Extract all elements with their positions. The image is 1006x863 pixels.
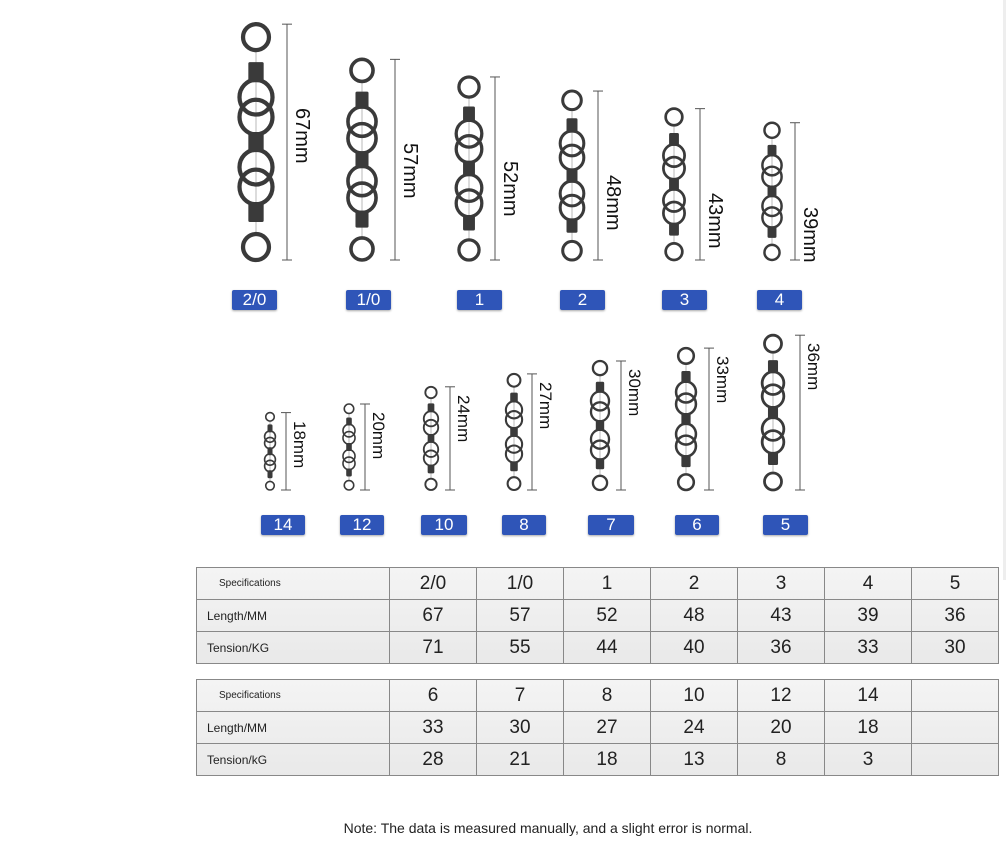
length-cell: 27 <box>564 712 651 744</box>
length-row-label: Length/MM <box>197 712 390 744</box>
size-badge: 7 <box>588 515 634 535</box>
swivel-7 <box>591 361 609 490</box>
size-badge: 10 <box>421 515 467 535</box>
swivel-eye <box>459 77 479 97</box>
spec-cell: 2 <box>651 568 738 600</box>
size-badge: 12 <box>340 515 384 535</box>
swivel-eye <box>508 477 521 490</box>
swivel-3 <box>663 109 684 260</box>
length-label: 36mm <box>804 343 823 391</box>
length-label: 48mm <box>602 175 624 231</box>
spec-cell: 3 <box>738 568 825 600</box>
swivel-14 <box>265 413 276 490</box>
length-label: 39mm <box>799 206 821 263</box>
size-badge: 3 <box>662 290 707 310</box>
swivel-eye <box>593 476 607 490</box>
swivel-12 <box>343 404 355 490</box>
swivel-eye <box>563 241 582 260</box>
length-label: 67mm <box>291 108 313 164</box>
tension-row <box>197 632 999 664</box>
size-badge: 14 <box>261 515 305 535</box>
size-badge: 4 <box>757 290 802 310</box>
size-badge: 8 <box>502 515 546 535</box>
spec-cell: 1/0 <box>477 568 564 600</box>
length-cell: 67 <box>390 600 477 632</box>
tension-cell: 40 <box>651 632 738 664</box>
swivel-eye <box>764 245 779 260</box>
size-badge: 2 <box>560 290 605 310</box>
length-label: 52mm <box>499 160 521 217</box>
swivel-eye <box>243 24 269 50</box>
swivel-eye <box>344 481 353 490</box>
swivel-eye <box>678 474 694 490</box>
swivel-1 <box>456 77 482 260</box>
length-row <box>197 600 999 632</box>
spec-row-label: Specifications <box>197 680 390 712</box>
spec-cell: 6 <box>390 680 477 712</box>
length-label: 57mm <box>399 143 421 199</box>
size-badge: 6 <box>675 515 719 535</box>
length-cell: 52 <box>564 600 651 632</box>
spec-row-label: Specifications <box>197 568 390 600</box>
length-cell: 48 <box>651 600 738 632</box>
swivel-eye <box>563 91 582 110</box>
swivel-4 <box>762 123 781 260</box>
spec-cell <box>912 680 999 712</box>
swivel-eye <box>666 109 683 126</box>
swivel-2 <box>560 91 584 260</box>
tension-cell: 18 <box>564 744 651 776</box>
length-cell: 30 <box>477 712 564 744</box>
length-label: 43mm <box>704 192 726 249</box>
spec-row <box>197 680 999 712</box>
length-cell: 57 <box>477 600 564 632</box>
length-label: 33mm <box>713 356 732 404</box>
tension-cell: 21 <box>477 744 564 776</box>
tension-row-label: Tension/kG <box>197 744 390 776</box>
size-badge: 2/0 <box>232 290 277 310</box>
length-cell: 20 <box>738 712 825 744</box>
swivel-eye <box>593 361 607 375</box>
spec-cell: 14 <box>825 680 912 712</box>
swivel-eye <box>266 481 275 490</box>
length-cell: 24 <box>651 712 738 744</box>
size-badge: 1 <box>457 290 502 310</box>
swivel-eye <box>425 387 436 398</box>
length-label: 24mm <box>454 394 473 443</box>
spec-cell: 12 <box>738 680 825 712</box>
measurement-note: Note: The data is measured manually, and a slight error is normal. <box>343 820 753 836</box>
swivel-2/0 <box>239 24 272 260</box>
swivel-6 <box>676 348 696 490</box>
tension-row <box>197 744 999 776</box>
length-label: 27mm <box>536 381 555 430</box>
swivel-5 <box>762 335 784 490</box>
tension-cell <box>912 744 999 776</box>
length-cell: 33 <box>390 712 477 744</box>
length-cell: 39 <box>825 600 912 632</box>
swivel-eye <box>764 123 779 138</box>
swivel-eye <box>666 243 683 260</box>
swivel-eye <box>459 240 479 260</box>
tension-row-label: Tension/KG <box>197 632 390 664</box>
swivel-eye <box>764 335 781 352</box>
spec-table-1 <box>196 567 999 664</box>
spec-cell: 8 <box>564 680 651 712</box>
length-label: 18mm <box>290 420 309 468</box>
swivel-1/0 <box>348 59 376 260</box>
tension-cell: 30 <box>912 632 999 664</box>
tension-cell: 71 <box>390 632 477 664</box>
length-label: 30mm <box>625 369 644 417</box>
spec-cell: 4 <box>825 568 912 600</box>
tension-cell: 33 <box>825 632 912 664</box>
length-cell: 36 <box>912 600 999 632</box>
swivel-eye <box>266 413 275 422</box>
spec-cell: 10 <box>651 680 738 712</box>
length-cell <box>912 712 999 744</box>
swivel-eye <box>425 479 436 490</box>
swivel-eye <box>344 404 353 413</box>
size-badge: 5 <box>763 515 808 535</box>
length-cell: 43 <box>738 600 825 632</box>
length-cell: 18 <box>825 712 912 744</box>
swivel-eye <box>243 234 269 260</box>
tension-cell: 55 <box>477 632 564 664</box>
spec-cell: 1 <box>564 568 651 600</box>
spec-table-2 <box>196 679 999 776</box>
tension-cell: 8 <box>738 744 825 776</box>
size-badge: 1/0 <box>346 290 391 310</box>
swivel-10 <box>424 387 438 490</box>
tension-cell: 28 <box>390 744 477 776</box>
tension-cell: 13 <box>651 744 738 776</box>
swivel-8 <box>506 374 522 490</box>
swivel-eye <box>764 473 781 490</box>
spec-cell: 2/0 <box>390 568 477 600</box>
swivel-eye <box>351 238 373 260</box>
tension-cell: 36 <box>738 632 825 664</box>
length-row-label: Length/MM <box>197 600 390 632</box>
spec-cell: 5 <box>912 568 999 600</box>
swivel-eye <box>351 59 373 81</box>
spec-row <box>197 568 999 600</box>
tension-cell: 3 <box>825 744 912 776</box>
swivel-eye <box>508 374 521 387</box>
tension-cell: 44 <box>564 632 651 664</box>
swivel-eye <box>678 348 694 364</box>
length-label: 20mm <box>369 412 388 460</box>
length-row <box>197 712 999 744</box>
spec-cell: 7 <box>477 680 564 712</box>
